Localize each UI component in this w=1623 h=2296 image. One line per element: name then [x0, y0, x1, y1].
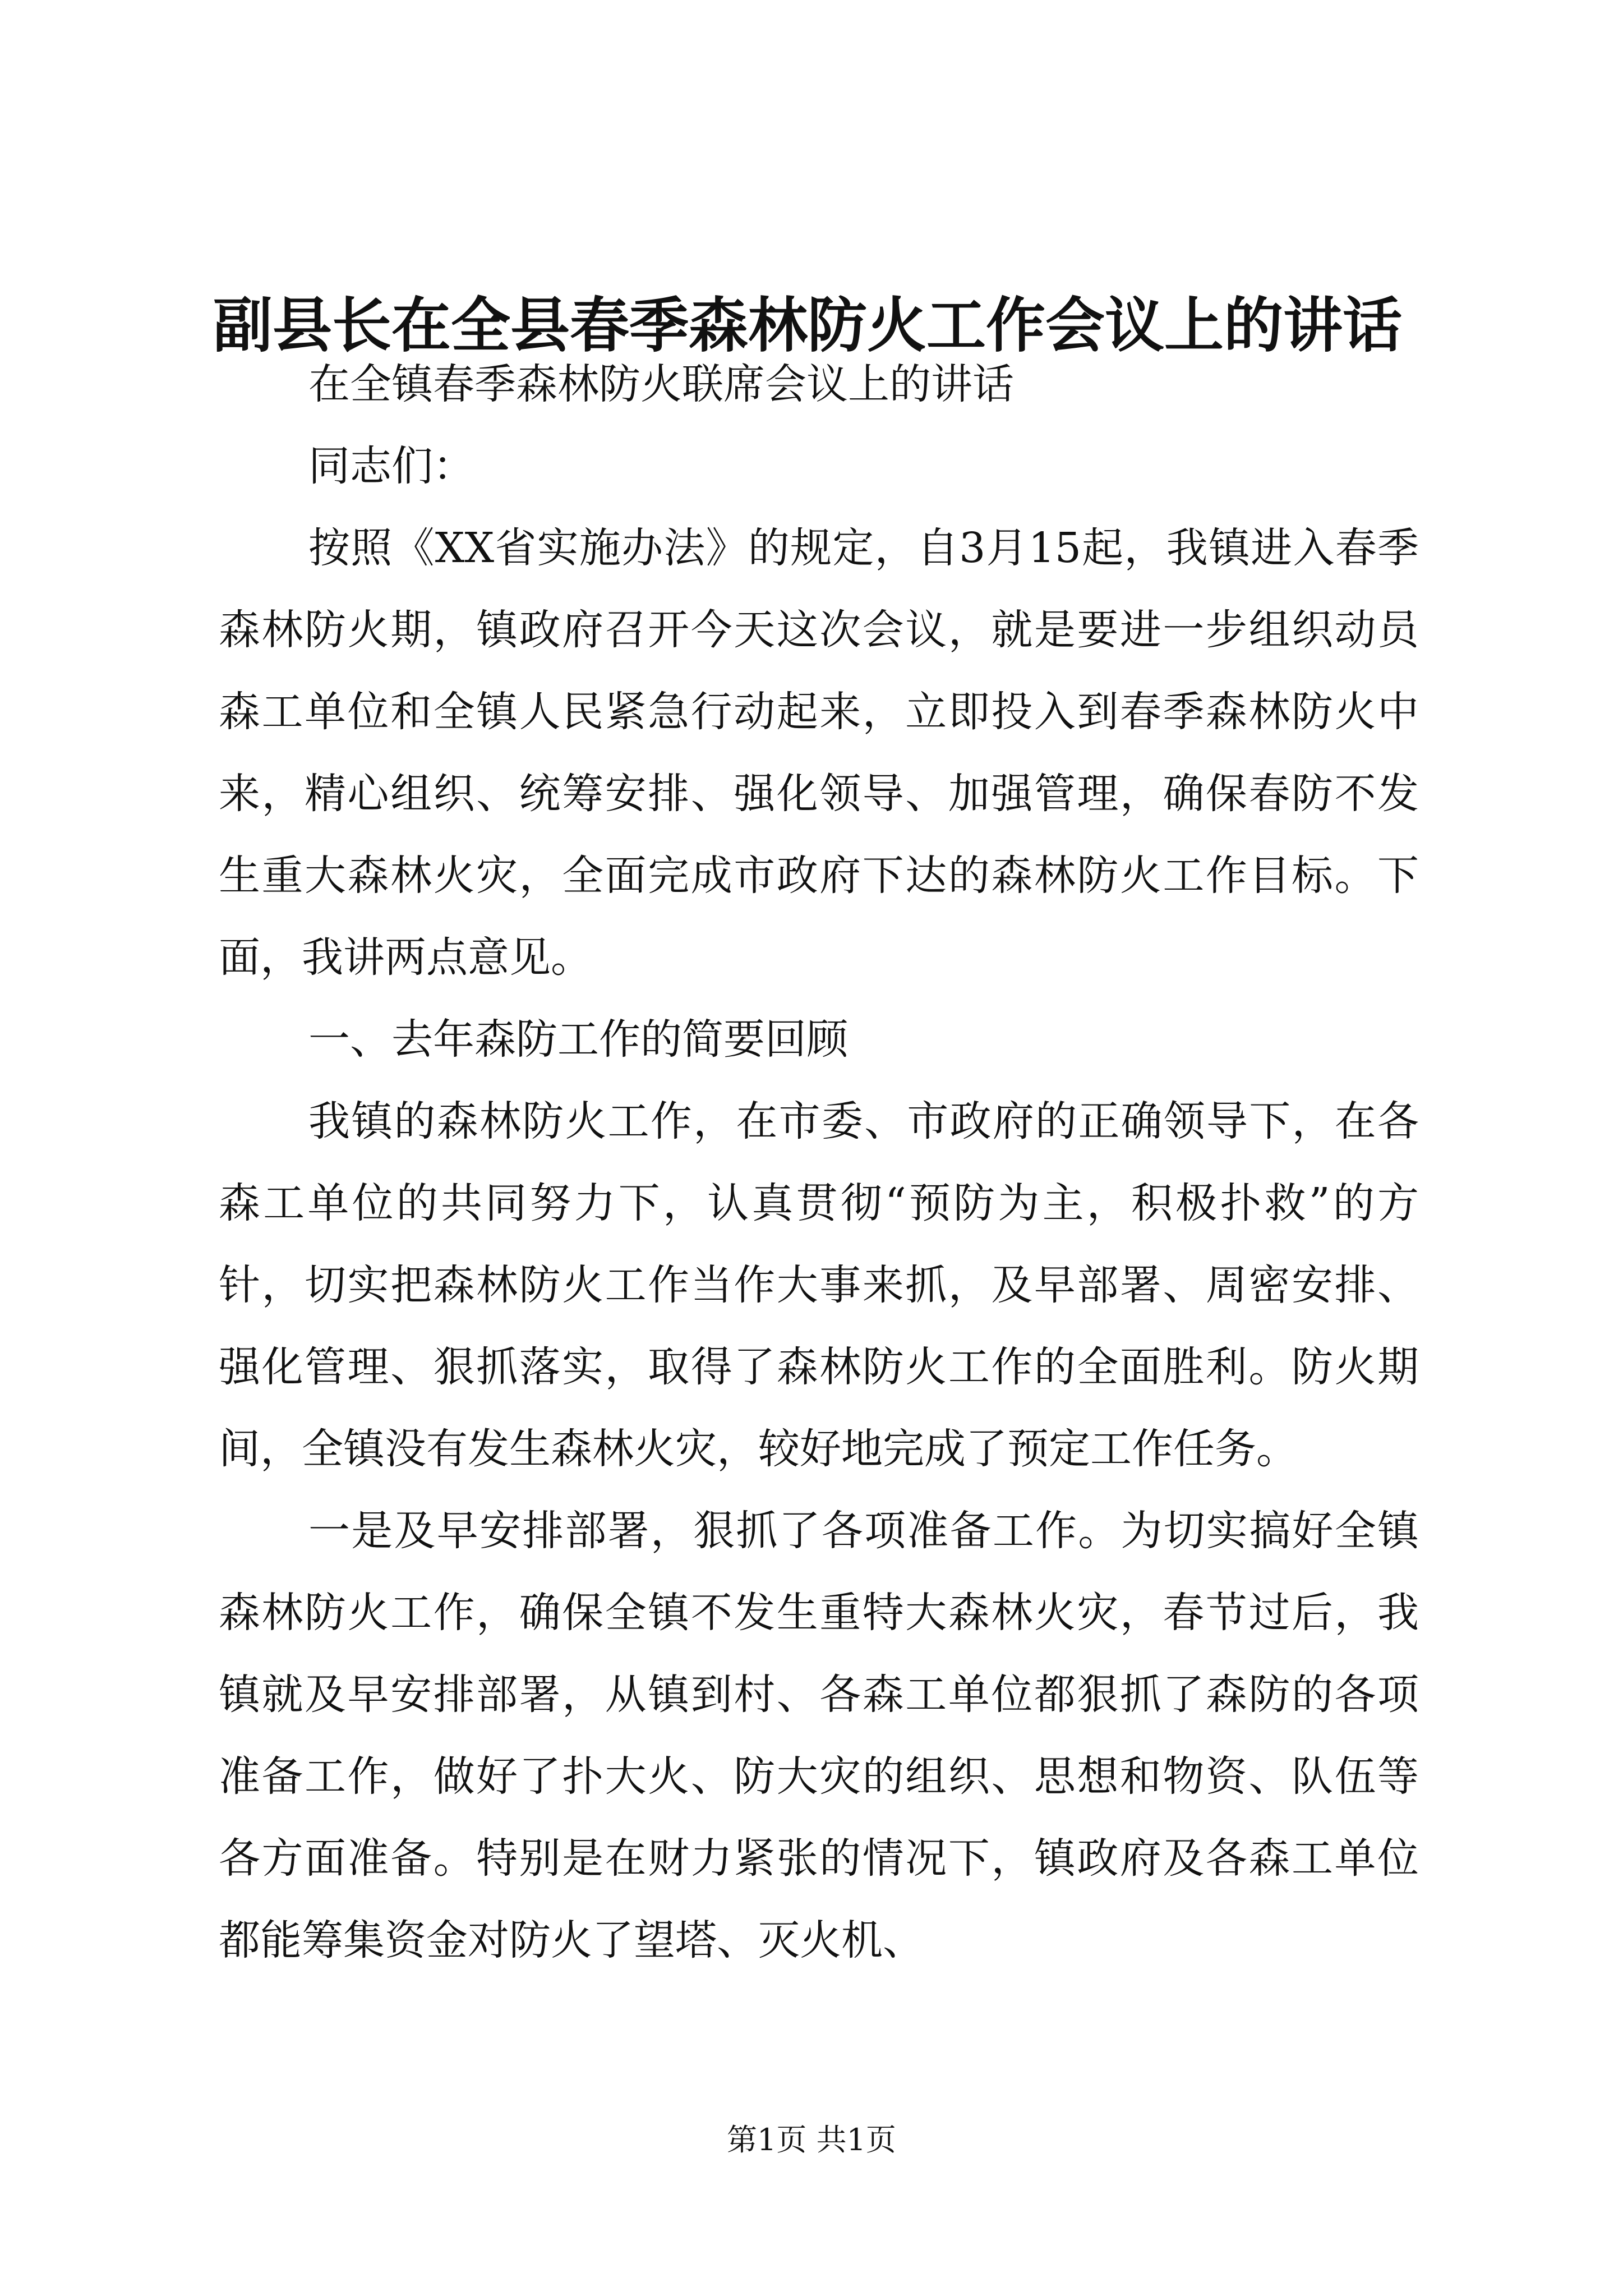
document-body — [219, 343, 1419, 1981]
page-footer: 第1页 共1页 — [727, 2122, 896, 2157]
document-title: 副县长在全县春季森林防火工作会议上的讲话 — [213, 290, 1402, 360]
body-paragraph: 一是及早安排部署，狠抓了各项准备工作。为切实搞好全镇森林防火工作，确保全镇不发生重特大森林火灾，春节过后，我镇就及早安排部署，从镇到村、各森工单位都狠抓了森防的各项准备工作，做好了扑大火、防大灾的组织、思想和物资、队伍等各方面准备。特别是在财力紧张的情况下，镇政府及各森工单位都能筹集资金对防火了望塔、灭火机、 — [219, 1507, 1419, 1964]
body-paragraph: 按照《XX省实施办法》的规定，自3月15起，我镇进入春季森林防火期，镇政府召开今天这次会议，就是要进一步组织动员森工单位和全镇人民紧急行动起来，立即投入到春季森林防火中来，精心组织、统筹安排、强化领导、加强管理，确保春防不发生重大森林火灾，全面完成市政府下达的森林防火工作目标。下面，我讲两点意见。 — [219, 524, 1419, 982]
body-paragraph: 我镇的森林防火工作，在市委、市政府的正确领导下，在各森工单位的共同努力下，认真贯彻“预防为主，积极扑救”的方针，切实把森林防火工作当作大事来抓，及早部署、周密安排、强化管理、狠抓落实，取得了森林防火工作的全面胜利。防火期间，全镇没有发生森林火灾，较好地完成了预定工作任务。 — [219, 1097, 1419, 1473]
section-heading: 一、去年森防工作的简要回顾 — [308, 1015, 848, 1064]
subtitle-paragraph: 在全镇春季森林防火联席会议上的讲话 — [308, 360, 1014, 408]
salutation-paragraph: 同志们： — [308, 442, 474, 490]
